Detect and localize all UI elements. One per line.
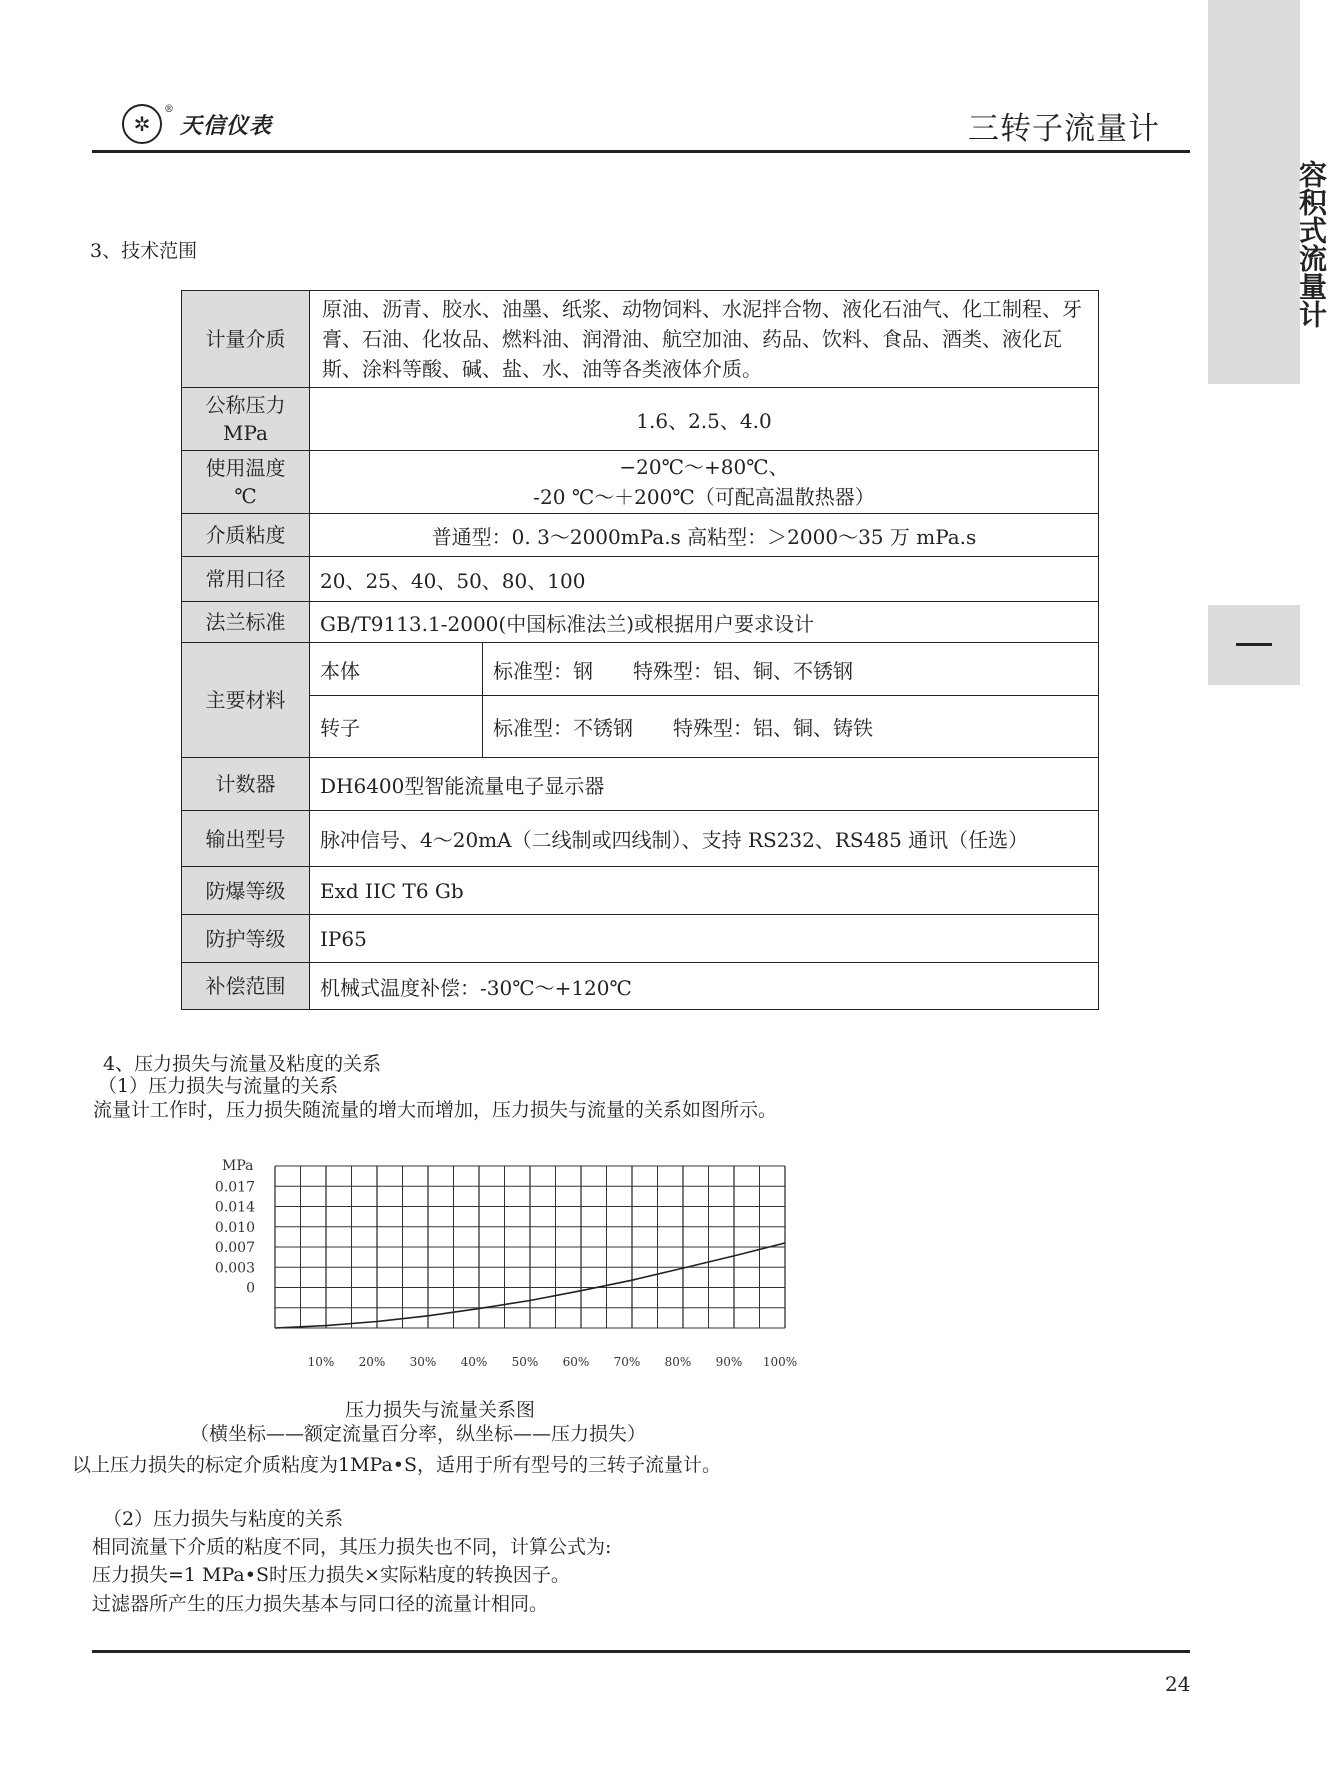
chart-x-tick-label: 30%: [409, 1355, 437, 1369]
row-label-line: 公称压力: [205, 393, 286, 417]
chart-y-tick-label: 0.007: [214, 1240, 255, 1256]
logo-text: 天信仪表: [180, 112, 273, 139]
section-4-sub1: （1）压力损失与流量的关系: [98, 1075, 339, 1097]
row-label: [182, 451, 310, 514]
row-value-line: -20 ℃～＋200℃（可配高温散热器）: [533, 485, 875, 509]
chart-x-tick-label: 80%: [664, 1355, 692, 1369]
table-row: [182, 602, 1099, 643]
table-row: [182, 696, 1099, 758]
side-chapter-label: 容积式流量计: [1295, 160, 1328, 328]
section-4-para5: 过滤器所产生的压力损失基本与同口径的流量计相同。: [92, 1593, 549, 1615]
spec-table: [181, 290, 1099, 1010]
side-section-tab: [1208, 605, 1300, 685]
row-label: [182, 388, 310, 451]
chart-y-axis-label: MPa: [222, 1158, 254, 1174]
footer-divider: [92, 1650, 1190, 1653]
side-chapter-tab: [1208, 0, 1328, 384]
chart-y-tick-label: 0: [246, 1280, 255, 1297]
chart-x-ticks: [308, 1355, 797, 1369]
chart-y-tick-label: 0.017: [214, 1179, 255, 1196]
section-3-title: 3、技术范围: [90, 240, 198, 262]
row-label: 补偿范围: [182, 963, 310, 1010]
section-4-title: 4、压力损失与流量及粘度的关系: [103, 1053, 382, 1075]
row-value: 1.6、2.5、4.0: [310, 388, 1099, 451]
table-row: [182, 867, 1099, 915]
row-label-unit: MPa: [223, 421, 268, 445]
row-value: IP65: [310, 915, 1099, 963]
chart-y-tick-label: 0.003: [214, 1260, 255, 1277]
row-value: DH6400型智能流量电子显示器: [310, 758, 1099, 811]
row-label: 法兰标准: [182, 602, 310, 643]
table-row: [182, 514, 1099, 557]
chart-x-tick-label: 20%: [358, 1355, 386, 1369]
row-label: 防护等级: [182, 915, 310, 963]
section-4-para2: 以上压力损失的标定介质粘度为1MPa•S，适用于所有型号的三转子流量计。: [72, 1454, 722, 1476]
chart-y-ticks: [215, 1179, 255, 1296]
row-label: 常用口径: [182, 557, 310, 602]
section-4-para3: 相同流量下介质的粘度不同，其压力损失也不同，计算公式为:: [92, 1536, 612, 1558]
row-value: 脉冲信号、4～20mA（二线制或四线制）、支持 RS232、RS485 通讯（任选）: [310, 811, 1099, 867]
chart-x-tick-label: 10%: [307, 1355, 335, 1369]
chart-y-tick-label: 0.014: [214, 1199, 255, 1216]
row-value: 机械式温度补偿：-30℃～+120℃: [310, 963, 1099, 1010]
section-4-para4: 压力损失=1 MPa•S时压力损失×实际粘度的转换因子。: [92, 1564, 570, 1586]
row-value: 20、25、40、50、80、100: [310, 557, 1099, 602]
registered-mark: ®: [164, 104, 174, 115]
chart-caption: 压力损失与流量关系图: [345, 1399, 536, 1421]
table-row: [182, 451, 1099, 514]
row-label: 主要材料: [182, 643, 310, 758]
row-label-unit: ℃: [234, 484, 257, 508]
company-logo: [122, 104, 272, 144]
chart-subcaption: （横坐标——额定流量百分率，纵坐标——压力损失）: [190, 1423, 647, 1445]
material-body-label: 本体: [310, 643, 483, 696]
chart-x-tick-label: 100%: [762, 1355, 798, 1369]
row-label-line: 使用温度: [205, 456, 286, 480]
chart-grid: [275, 1166, 785, 1328]
chart-y-tick-label: 0.010: [214, 1219, 255, 1236]
chart-x-tick-label: 90%: [715, 1355, 743, 1369]
table-row: [182, 811, 1099, 867]
chart-x-tick-label: 40%: [460, 1355, 488, 1369]
row-value: Exd IIC T6 Gb: [310, 867, 1099, 915]
logo-star-icon: ✲: [122, 104, 162, 144]
table-row: [182, 388, 1099, 451]
side-section-marker: [1236, 643, 1272, 646]
pressure-loss-chart: [195, 1148, 815, 1368]
row-value-line: −20℃～+80℃、: [619, 455, 789, 479]
table-row: [182, 963, 1099, 1010]
table-row: [182, 291, 1099, 388]
chart-x-tick-label: 50%: [511, 1355, 539, 1369]
chart-x-tick-label: 60%: [562, 1355, 590, 1369]
material-rotor-label: 转子: [310, 696, 483, 758]
material-body-value: 标准型：钢 特殊型：铝、铜、不锈钢: [483, 643, 1099, 696]
row-label: 介质粘度: [182, 514, 310, 557]
row-value: 原油、沥青、胶水、油墨、纸浆、动物饲料、水泥拌合物、液化石油气、化工制程、牙膏、石油、化妆品、燃料油、润滑油、航空加油、药品、饮料、食品、酒类、液化瓦斯、涂料等酸、碱、盐、水、油等各类液体介质。: [310, 291, 1099, 388]
row-value: [310, 451, 1099, 514]
table-row: [182, 557, 1099, 602]
table-row: [182, 915, 1099, 963]
chart-x-tick-label: 70%: [613, 1355, 641, 1369]
page-header-title: 三转子流量计: [968, 111, 1160, 147]
row-value: 普通型：0. 3～2000mPa.s 高粘型：＞2000～35 万 mPa.s: [310, 514, 1099, 557]
row-value: GB/T9113.1-2000(中国标准法兰)或根据用户要求设计: [310, 602, 1099, 643]
table-row: [182, 643, 1099, 696]
row-label: 计数器: [182, 758, 310, 811]
row-label: 计量介质: [182, 291, 310, 388]
section-4-sub2: （2）压力损失与粘度的关系: [103, 1508, 344, 1530]
table-row: [182, 758, 1099, 811]
page-number: 24: [1165, 1672, 1191, 1696]
header-divider: [92, 150, 1190, 153]
material-rotor-value: 标准型：不锈钢 特殊型：铝、铜、铸铁: [483, 696, 1099, 758]
section-4-para1: 流量计工作时，压力损失随流量的增大而增加，压力损失与流量的关系如图所示。: [93, 1099, 778, 1121]
row-label: 防爆等级: [182, 867, 310, 915]
row-label: 输出型号: [182, 811, 310, 867]
